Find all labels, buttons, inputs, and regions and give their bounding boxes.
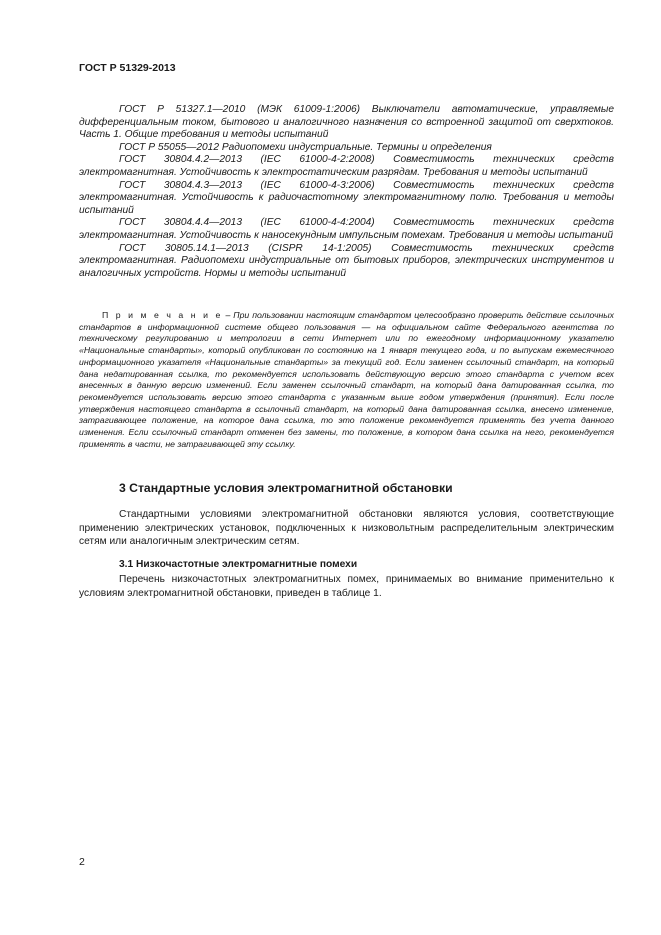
reference-item: ГОСТ Р 55055—2012 Радиопомехи индустриальные. Термины и определения <box>119 141 492 153</box>
note-label: П р и м е ч а н и е <box>102 310 223 320</box>
reference-item: ГОСТ 30804.4.4—2013 (IEC 61000-4-4:2004) Совместимость технических средств электромагнитная. Устойчивость к наносекундным импульсным помехам. Требования и методы испытаний <box>79 217 614 241</box>
document-code-header: ГОСТ Р 51329-2013 <box>79 62 176 74</box>
reference-item: ГОСТ 30804.4.3—2013 (IEC 61000-4-3:2006) Совместимость технических средств электромагнитная. Устойчивость к радиочастотному электромагнитному полю. Требования и методы испытаний <box>79 179 614 216</box>
reference-item: ГОСТ Р 51327.1—2010 (МЭК 61009-1:2006) Выключатели автоматические, управляемые дифференциальным током, бытового и аналогичного назначения со встроенной защитой от сверхтоков. Часть 1. Общие требования и методы испытаний <box>79 104 614 141</box>
note-paragraph <box>79 310 614 450</box>
reference-item: ГОСТ 30805.14.1—2013 (CISPR 14-1:2005) Совместимость технических средств электромагнитная. Радиопомехи индустриальные от бытовых приборов, электрических инструментов и аналогичных устройств. Нормы и методы испытаний <box>79 242 614 279</box>
note-text: – При пользовании настоящим стандартом целесообразно проверить действие ссылочных стандартов в информационной системе общего пользования — на официальном сайте Федерального агентства по техническому регулированию и метрологии в сети Интернет или по ежегодному информационному указателю «Национальные стандарты», который опубликован по состоянию на 1 января текущего года, и по выпускам ежемесячного информационного указателя «Национальные стандарты» за текущий год. Если заменен ссылочный стандарт, на который дана недатированная ссылка, то рекомендуется использовать действующую версию этого стандарта с учетом всех внесенных в данную версию изменений. Если заменен ссылочный стандарт, на который дана датированная ссылка, то рекомендуется использовать версию этого стандарта с указанным выше годом утверждения (принятия). Если после утверждения настоящего стандарта в ссылочный стандарт, на который дана датированная ссылка, внесено изменение, затрагивающее положение, на которое дана ссылка, то это положение рекомендуется применять без учета данного изменения. Если ссылочный стандарт отменен без замены, то положение, в котором дана ссылка на него, рекомендуется применять в части, не затрагивающей эту ссылку. <box>79 310 615 449</box>
subsection-paragraph: Перечень низкочастотных электромагнитных помех, принимаемых во внимание применительно к условиям электромагнитной обстановки, приведен в таблице 1. <box>79 574 614 599</box>
section-paragraph: Стандартными условиями электромагнитной обстановки являются условия, соответствующие применению электрических установок, подключенных к низковольтным распределительным электрическим сетям или аналогичным электрическим сетям. <box>79 509 614 548</box>
subsection-title: 3.1 Низкочастотные электромагнитные помехи <box>119 559 358 570</box>
section-title: 3 Стандартные условия электромагнитной обстановки <box>119 481 453 495</box>
reference-item: ГОСТ 30804.4.2—2013 (IEC 61000-4-2:2008) Совместимость технических средств электромагнитная. Устойчивость к электростатическим разрядам. Требования и методы испытаний <box>79 154 614 178</box>
normative-references-list <box>79 104 614 280</box>
page-number: 2 <box>79 856 85 868</box>
